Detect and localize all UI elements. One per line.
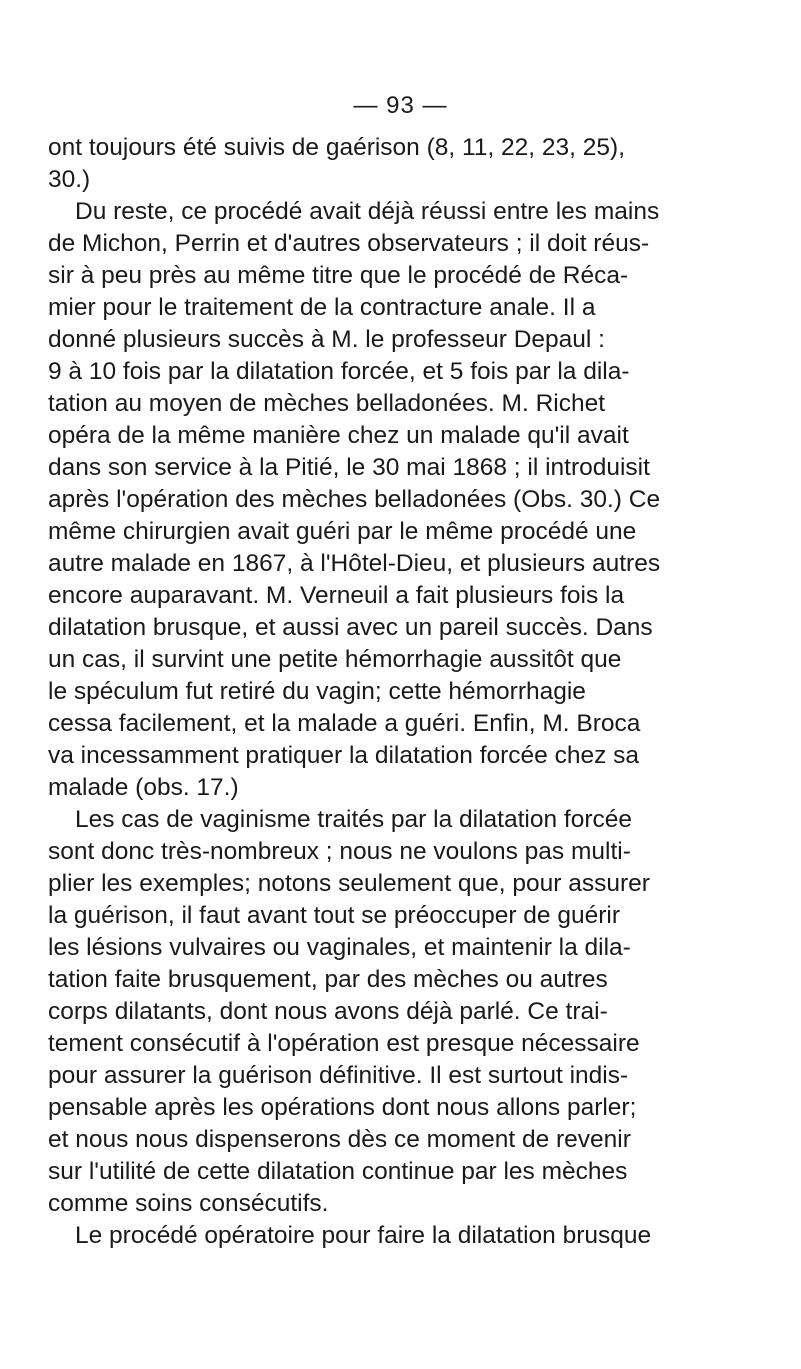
text-line: 30.): [48, 166, 91, 193]
page-number: — 93 —: [353, 92, 448, 119]
text-line: plier les exemples; notons seulement que, pour assurer: [48, 870, 650, 897]
text-line: dans son service à la Pitié, le 30 mai 1868 ; il introduisit: [48, 454, 650, 481]
text-line: va incessamment pratiquer la dilatation forcée chez sa: [48, 742, 640, 769]
text-line: donné plusieurs succès à M. le professeur Depaul :: [48, 326, 605, 353]
text-line: les lésions vulvaires ou vaginales, et maintenir la dila-: [48, 934, 631, 961]
text-line: sur l'utilité de cette dilatation continue par les mèches: [48, 1158, 628, 1185]
text-line: pour assurer la guérison définitive. Il est surtout indis-: [48, 1062, 629, 1089]
text-line: opéra de la même manière chez un malade qu'il avait: [48, 422, 629, 449]
text-line: mier pour le traitement de la contracture anale. Il a: [48, 294, 596, 321]
text-line: sir à peu près au même titre que le procédé de Réca-: [48, 262, 629, 289]
text-line: encore auparavant. M. Verneuil a fait plusieurs fois la: [48, 582, 625, 609]
text-line: sont donc très-nombreux ; nous ne voulons pas multi-: [48, 838, 631, 865]
text-line: Le procédé opératoire pour faire la dilatation brusque: [75, 1222, 652, 1249]
text-line: dilatation brusque, et aussi avec un pareil succès. Dans: [48, 614, 653, 641]
text-line: pensable après les opérations dont nous allons parler;: [48, 1094, 637, 1121]
text-line: malade (obs. 17.): [48, 774, 239, 801]
text-line: autre malade en 1867, à l'Hôtel-Dieu, et plusieurs autres: [48, 550, 661, 577]
text-line: ont toujours été suivis de gaérison (8, 11, 22, 23, 25),: [48, 134, 626, 161]
text-line: la guérison, il faut avant tout se préoccuper de guérir: [48, 902, 621, 929]
text-line: cessa facilement, et la malade a guéri. Enfin, M. Broca: [48, 710, 641, 737]
text-line: tement consécutif à l'opération est presque nécessaire: [48, 1030, 640, 1057]
text-line: de Michon, Perrin et d'autres observateurs ; il doit réus-: [48, 230, 650, 257]
text-line: corps dilatants, dont nous avons déjà parlé. Ce trai-: [48, 998, 608, 1025]
text-line: et nous nous dispenserons dès ce moment de revenir: [48, 1126, 631, 1153]
text-line: après l'opération des mèches belladonées (Obs. 30.) Ce: [48, 486, 661, 513]
text-line: tation faite brusquement, par des mèches ou autres: [48, 966, 608, 993]
text-line: Les cas de vaginisme traités par la dilatation forcée: [75, 806, 632, 833]
text-line: le spéculum fut retiré du vagin; cette hémorrhagie: [48, 678, 586, 705]
text-line: 9 à 10 fois par la dilatation forcée, et 5 fois par la dila-: [48, 358, 630, 385]
text-line: même chirurgien avait guéri par le même procédé une: [48, 518, 637, 545]
text-line: Du reste, ce procédé avait déjà réussi entre les mains: [75, 198, 660, 225]
text-line: un cas, il survint une petite hémorrhagie aussitôt que: [48, 646, 622, 673]
text-line: comme soins consécutifs.: [48, 1190, 329, 1217]
text-line: tation au moyen de mèches belladonées. M. Richet: [48, 390, 606, 417]
